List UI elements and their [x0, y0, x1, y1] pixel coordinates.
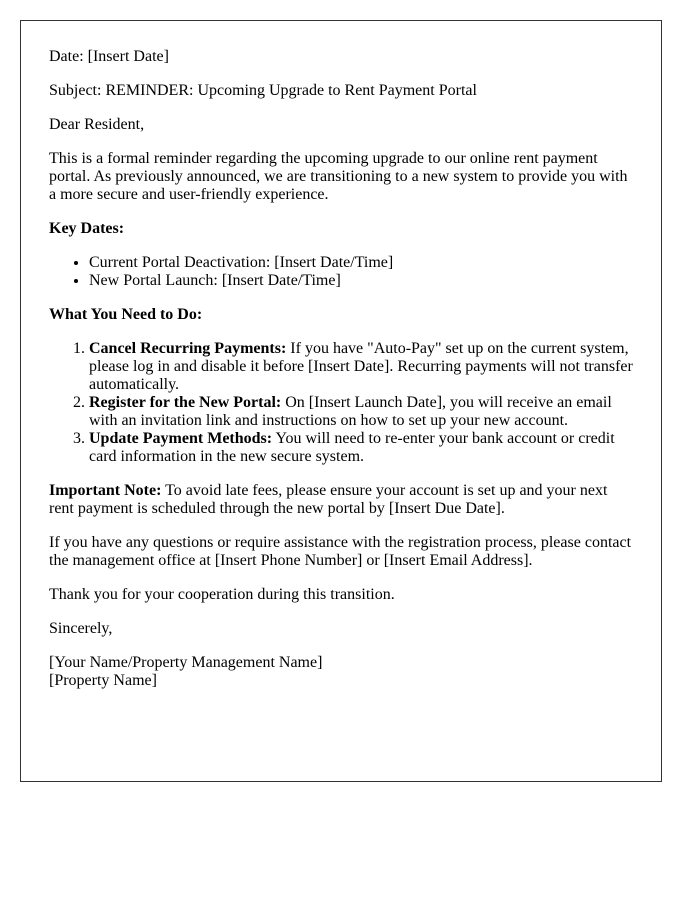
todo-item [89, 394, 633, 430]
todo-item-text: On [Insert Launch Date], you will receive an email with an invitation link and instructions on how to set up your new account. [89, 394, 612, 429]
key-date-item: • New Portal Launch: [Insert Date/Time] [89, 272, 633, 290]
key-dates-list [49, 254, 633, 290]
contact-paragraph: If you have any questions or require assistance with the registration process, please contact the management office at [Insert Phone Number] or [Insert Email Address]. [49, 534, 632, 569]
todo-item [89, 430, 633, 466]
thanks-paragraph: Thank you for your cooperation during this transition. [49, 586, 395, 603]
key-date-item: • Current Portal Deactivation: [Insert Date/Time] [89, 254, 633, 272]
subject-line: Subject: REMINDER: Upcoming Upgrade to Rent Payment Portal [49, 82, 477, 99]
todo-item-text: If you have "Auto-Pay" set up on the current system, please log in and disable it before [Insert Date]. Recurring payments will not transfer automatically. [89, 340, 633, 393]
date-line: Date: [Insert Date] [49, 48, 169, 65]
todo-item-text: You will need to re-enter your bank account or credit card information in the new secure system. [89, 430, 615, 465]
signature-name: [Your Name/Property Management Name] [49, 654, 323, 671]
key-dates-heading: Key Dates: [49, 220, 125, 237]
todo-item-label: Register for the New Portal: [89, 394, 282, 411]
todo-item-label: Cancel Recurring Payments: [89, 340, 287, 357]
signature-property: [Property Name] [49, 672, 157, 689]
salutation: Dear Resident, [49, 116, 145, 133]
important-note [49, 482, 633, 518]
todo-heading: What You Need to Do: [49, 306, 203, 323]
closing: Sincerely, [49, 620, 113, 637]
letter-container [20, 20, 662, 782]
todo-item [89, 340, 633, 394]
intro-paragraph: This is a formal reminder regarding the upcoming upgrade to our online rent payment portal. As previously announced, we are transitioning to a new system to provide you with a more secure and user-friendly experience. [49, 150, 628, 203]
important-note-label: Important Note: [49, 482, 162, 499]
signature-block [49, 654, 633, 690]
todo-list [49, 340, 633, 466]
todo-item-label: Update Payment Methods: [89, 430, 273, 447]
important-note-text: To avoid late fees, please ensure your account is set up and your next rent payment is scheduled through the new portal by [Insert Due Date]. [49, 482, 608, 517]
